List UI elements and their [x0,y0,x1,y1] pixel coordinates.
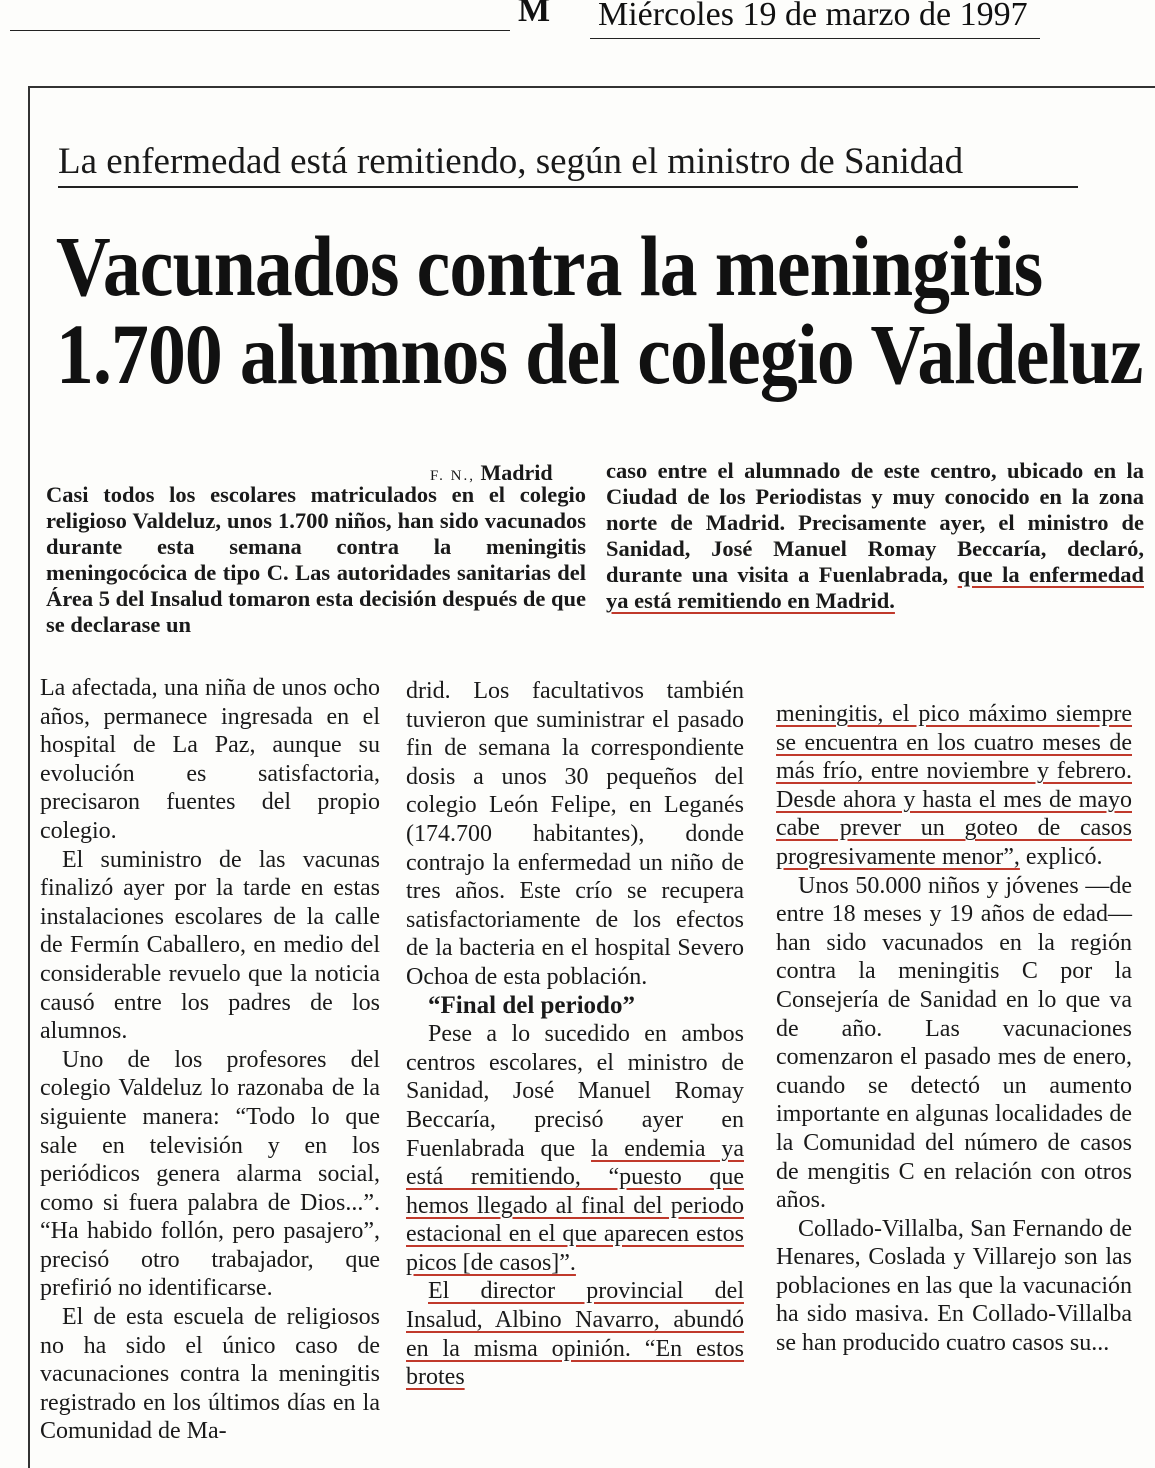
headline-line-1: Vacunados contra la meningitis [56,218,1043,314]
col2-paragraph-2-text: Pese a lo sucedido en ambos centros escolares, el ministro de Sanidad, José Manuel Romay Beccaría, precisó ayer en Fuenlabrada que [406,1021,744,1162]
section-subhead: “Final del periodo” [428,991,635,1019]
col3-paragraph-1 [776,700,1132,872]
col2-paragraph-3: El director provincial del Insalud, Albino Navarro, abundó en la misma opinión. “En estos brotes [406,1278,744,1391]
col1-paragraph-1: La afectada, una niña de unos ocho años, permanece ingresada en el hospital de La Paz, aunque su evolución es satisfactoria, precisaron fuentes del propio colegio. [40,675,380,844]
masthead-rule-left [10,30,510,31]
masthead [0,0,1155,60]
byline-city: Madrid [480,460,553,485]
col1-paragraph-2: El suministro de las vacunas finalizó ayer por la tarde en estas instalaciones escolares de la calle de Fermín Caballero, en medio del considerable revuelo que la noticia causó entre los padres de los alumnos. [40,846,380,1045]
issue-date: Miércoles 19 de marzo de 1997 [598,0,1028,33]
col3-paragraph-1-text: explicó. [1025,843,1103,870]
masthead-logo-letter: M [518,0,551,29]
lead-paragraph-left: Casi todos los escolares matriculados en el colegio religioso Valdeluz, unos 1.700 niños, han sido vacunados durante esta semana contra la meningitis meningocócica de tipo C. Las autoridades sanitarias del Área 5 del Insalud tomaron esta decisión después de que se declarase un [46,482,586,637]
body-column-1 [40,674,380,1446]
byline-initials: F. N., [430,468,475,484]
col1-paragraph-3: Uno de los profesores del colegio Valdeluz lo razonaba de la siguiente manera: “Todo lo que sale en televisión y en los periódicos genera alarma social, como si fuera palabra de Dios...”. “Ha habido follón, pero pasajero”, precisó otro trabajador, que prefirió no identificarse. [40,1046,380,1302]
lead-paragraph-right [606,458,1144,614]
headline-line-2: 1.700 alumnos del colegio Valdeluz [56,306,1143,402]
headline [56,218,1143,402]
body-column-3 [776,700,1132,1358]
lead-right-text: caso entre el alumnado de este centro, ubicado en la Ciudad de los Periodistas y muy conocido en la zona norte de Madrid. Precisamente ayer, el ministro de Sanidad, José Manuel Romay Beccaría, declaró, durante una visita a Fuenlabrada, [606,458,1144,587]
col2-paragraph-2 [406,1020,744,1277]
lead-right-highlight: que la enfermedad ya está remitiendo en Madrid. [606,562,1144,613]
masthead-rule-right [590,38,1040,39]
col2-paragraph-1: drid. Los facultativos también tuvieron que suministrar el pasado fin de semana la correspondiente dosis a unos 30 pequeños del colegio León Felipe, en Leganés (174.700 habitantes), donde contrajo la enfermedad un niño de tres años. Este crío se recupera satisfactoriamente de los efectos de la bacteria en el hospital Severo Ochoa de esta población. [406,678,744,990]
body-column-2 [406,677,744,1392]
col2-paragraph-2-highlight: la endemia ya está remitiendo, “puesto que hemos llegado al final del periodo estacional en el que aparecen estos picos [de casos]”. [406,1135,745,1276]
col3-paragraph-1-highlight: meningitis, el pico máximo siempre se encuentra en los cuatro meses de más frío, entre noviembre y febrero. Desde ahora y hasta el mes de mayo cabe prever un goteo de casos progresivamente menor”, [776,701,1132,870]
col3-paragraph-3: Collado-Villalba, San Fernando de Henares, Coslada y Villarejo son las poblaciones en las que la vacunación ha sido masiva. En Collado-Villalba se han producido cuatro casos su... [776,1215,1132,1357]
col1-paragraph-4: El de esta escuela de religiosos no ha sido el único caso de vacunaciones contra la meningitis registrado en los últimos días en la Comunidad de Ma- [40,1304,380,1445]
kicker: La enfermedad está remitiendo, según el ministro de Sanidad [58,140,1078,188]
col3-paragraph-2: Unos 50.000 niños y jóvenes —de entre 18 meses y 19 años de edad— han sido vacunados en la región contra la meningitis C por la Consejería de Sanidad en lo que va de año. Las vacunaciones comenzaron el pasado mes de enero, cuando se detectó un aumento importante en algunas localidades de la Comunidad del número de casos de mengitis C en relación con otros años. [776,872,1132,1214]
